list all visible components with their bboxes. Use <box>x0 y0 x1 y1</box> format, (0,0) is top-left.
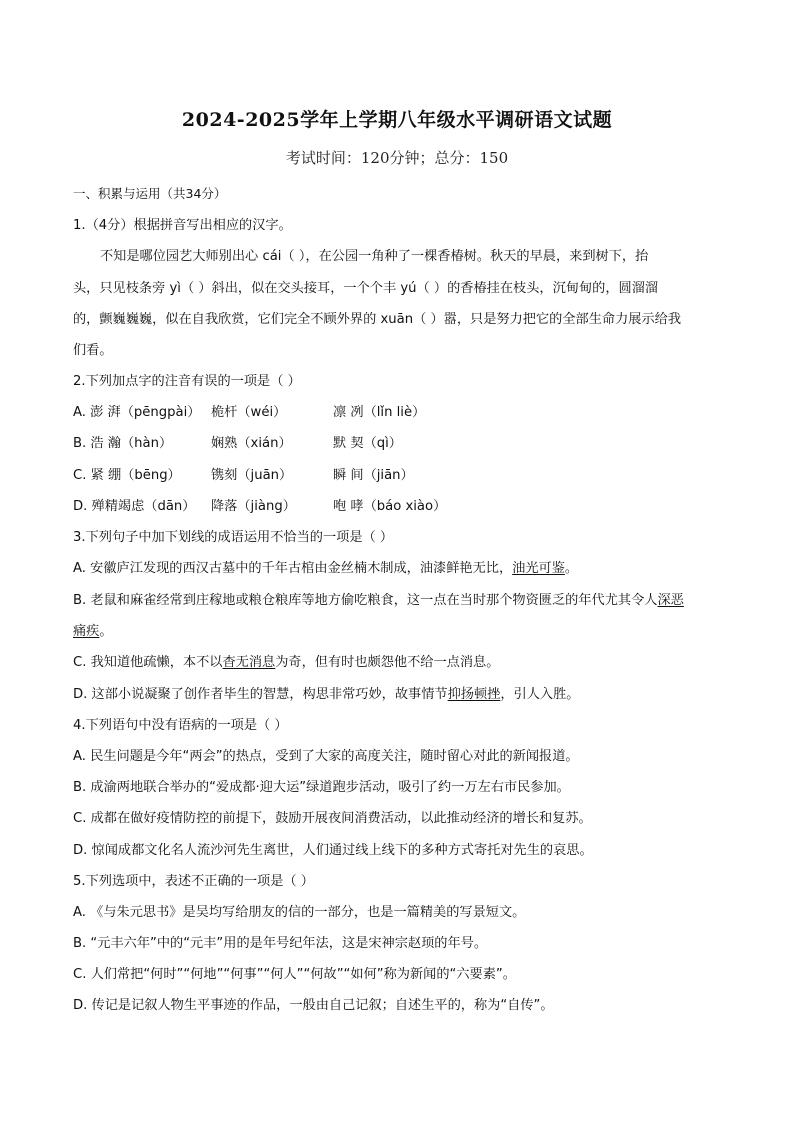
q3-b-text: B. 老鼠和麻雀经常到庄稼地或粮仓粮库等地方偷吃粮食，这一点在当时那个物资匮乏的年代尤其令人 <box>73 593 658 608</box>
q3-option-a <box>73 560 578 578</box>
q2-b-term-2: 娴熟（xián） <box>211 436 292 451</box>
q2-a-term-1: A. 澎 湃（pēngpài） <box>73 405 201 420</box>
q2-stem: 2.下列加点字的注音有误的一项是（ ） <box>73 374 301 389</box>
q5-option-d: D. 传记是记叙人物生平事迹的作品，一般由自己记叙；自述生平的，称为“自传”。 <box>73 998 554 1013</box>
q2-c-term-2: 镌刻（juān） <box>211 468 293 483</box>
q3-stem: 3.下列句子中加下划线的成语运用不恰当的一项是（ ） <box>73 530 394 545</box>
q3-d-text: D. 这部小说凝聚了创作者毕生的智慧，构思非常巧妙，故事情节 <box>73 687 448 702</box>
q2-option-a <box>73 404 425 422</box>
q5-stem: 5.下列选项中，表述不正确的一项是（ ） <box>73 874 314 889</box>
q3-option-b-cont <box>73 623 113 641</box>
q5-option-b: B. “元丰六年”中的“元丰”用的是年号纪年法，这是宋神宗赵顼的年号。 <box>73 936 488 951</box>
q2-option-b <box>73 435 402 453</box>
q5-option-c: C. 人们常把“何时”“何地”“何事”“何人”“何故”“如何”称为新闻的“六要素”。 <box>73 967 516 982</box>
q1-paragraph-line-1: 不知是哪位园艺大师别出心 cái（ ），在公园一角种了一棵香椿树。秋天的早晨，来到树下，抬 <box>100 249 649 264</box>
q3-b-end: 。 <box>99 624 113 639</box>
q1-paragraph-line-3: 的，颤巍巍巍，似在自我欣赏，它们完全不顾外界的 xuān（ ）嚣，只是努力把它的全部生命力展示给我 <box>73 312 682 327</box>
q3-d-end: ，引人入胜。 <box>500 687 580 702</box>
page-title: 2024-2025学年上学期八年级水平调研语文试题 <box>181 109 613 131</box>
q4-option-b: B. 成渝两地联合举办的“爱成都·迎大运”绿道跑步活动，吸引了约一万左右市民参加。 <box>73 780 570 795</box>
q3-b-idiom-part2: 痛疾 <box>73 624 100 639</box>
q2-a-term-3: 凛 冽（lǐn liè） <box>333 405 426 420</box>
q3-c-end: 为奇，但有时也颇怨他不给一点消息。 <box>275 655 500 670</box>
q4-option-d: D. 惊闻成都文化名人流沙河先生离世，人们通过线上线下的多种方式寄托对先生的哀思。 <box>73 843 593 858</box>
q1-stem: 1.（4分）根据拼音写出相应的汉字。 <box>73 218 292 233</box>
q2-b-term-1: B. 浩 瀚（hàn） <box>73 436 173 451</box>
section-heading: 一、积累与运用（共34分） <box>73 186 227 201</box>
q5-option-a: A. 《与朱元思书》是吴均写给朋友的信的一部分，也是一篇精美的写景短文。 <box>73 905 526 920</box>
q3-option-b <box>73 592 684 610</box>
q3-b-idiom-part1: 深恶 <box>657 593 684 608</box>
q4-option-a: A. 民生问题是今年“两会”的热点，受到了大家的高度关注，随时留心对此的新闻报道。 <box>73 749 579 764</box>
q1-paragraph-line-4: 们看。 <box>73 343 113 358</box>
q3-a-text: A. 安徽庐江发现的西汉古墓中的千年古棺由金丝楠木制成，油漆鲜艳无比， <box>73 561 513 576</box>
q1-paragraph-line-2: 头，只见枝条旁 yì（ ）斜出，似在交头接耳，一个个丰 yú（ ）的香椿挂在枝头，沉甸甸的，圆溜溜 <box>73 281 659 296</box>
q2-c-term-1: C. 紧 绷（bēng） <box>73 468 181 483</box>
q3-c-text: C. 我知道他疏懒，本不以 <box>73 655 223 670</box>
q3-a-end: 。 <box>564 561 579 576</box>
q4-option-c: C. 成都在做好疫情防控的前提下，鼓励开展夜间消费活动，以此推动经济的增长和复苏。 <box>73 811 592 826</box>
q2-option-d <box>73 498 446 516</box>
q3-a-idiom: 油光可鉴 <box>512 561 565 576</box>
q3-c-idiom: 杳无消息 <box>222 655 276 670</box>
q3-d-idiom: 抑扬顿挫 <box>447 687 501 702</box>
q2-b-term-3: 默 契（qì） <box>333 436 402 451</box>
q3-option-c <box>73 654 499 672</box>
q2-a-term-2: 桅杆（wéi） <box>211 405 287 420</box>
q2-d-term-3: 咆 哮（báo xiào） <box>333 499 447 514</box>
q2-d-term-2: 降落（jiàng） <box>211 499 296 514</box>
q2-d-term-1: D. 殚精竭虑（dān） <box>73 499 196 514</box>
q2-c-term-3: 瞬 间（jiān） <box>333 468 414 483</box>
q4-stem: 4.下列语句中没有语病的一项是（ ） <box>73 718 288 733</box>
exam-info: 考试时间：120分钟；总分：150 <box>285 149 509 167</box>
q2-option-c <box>73 467 414 485</box>
q3-option-d <box>73 686 579 704</box>
